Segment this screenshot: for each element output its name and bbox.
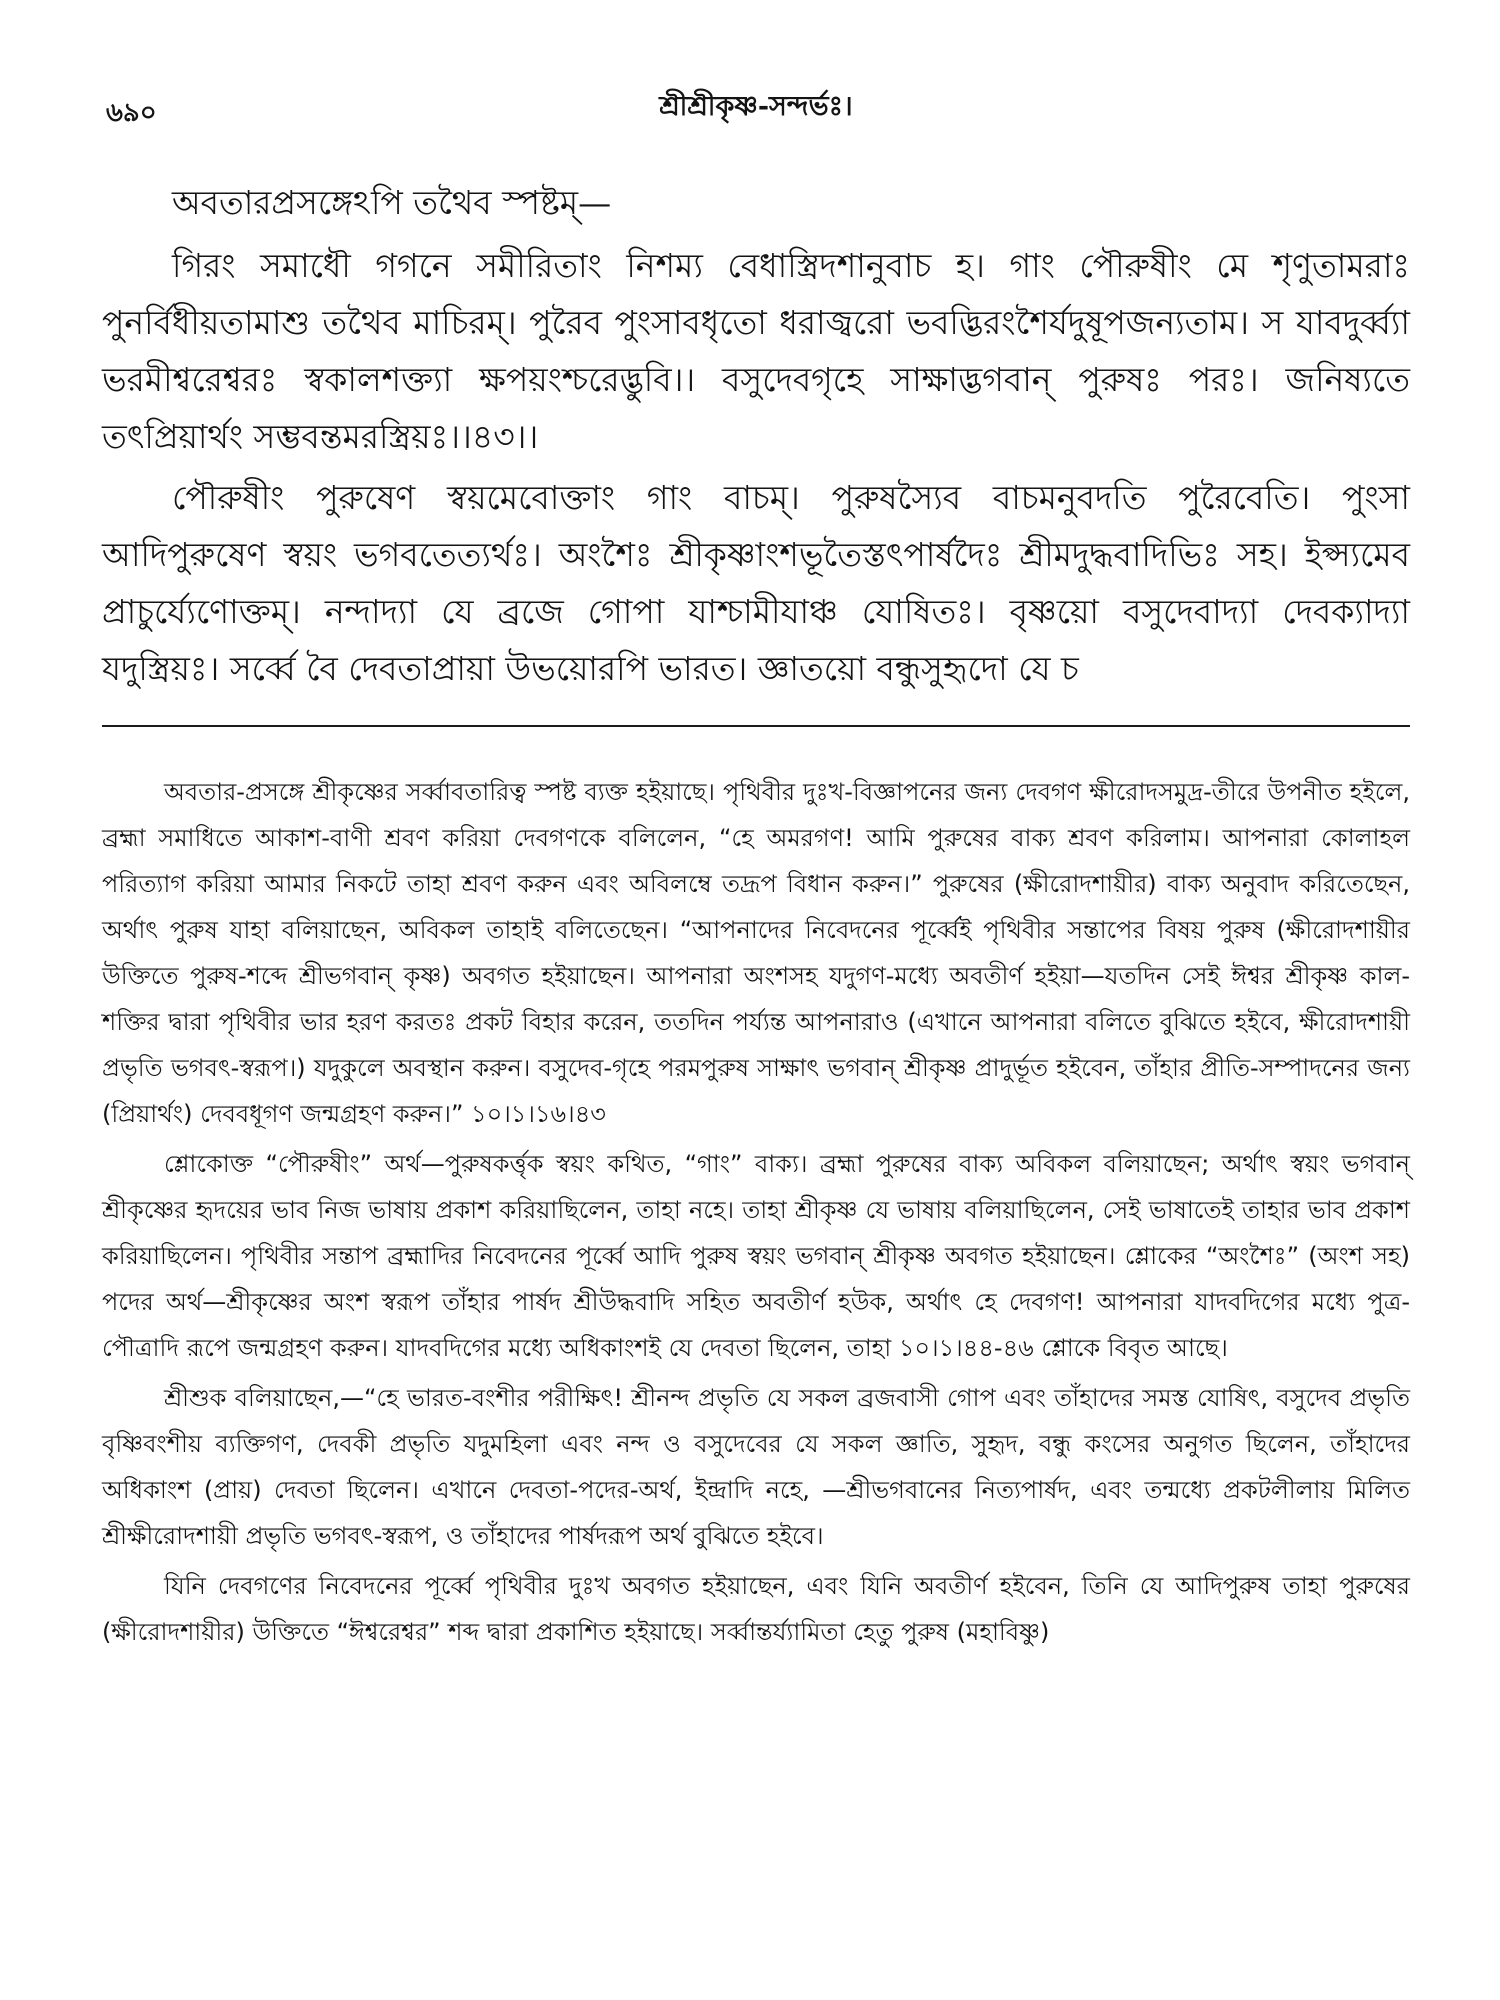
section-divider	[102, 725, 1410, 727]
page-header	[102, 82, 1410, 142]
sanskrit-verse: গিরং সমাধৌ গগনে সমীরিতাং নিশম্য বেধাস্ত্রিদশানুবাচ হ। গাং পৌরুষীং মে শৃণুতামরাঃ পুনর্বিধীয়তামাশু তথৈব মাচিরম্। পুরৈব পুংসাবধৃতো ধরাজ্বরো ভবদ্ভিরংশৈর্যদুষূপজন্যতাম। স যাবদুর্ব্ব্যা ভরমীশ্বরেশ্বরঃ স্বকালশক্ত্যা ক্ষপয়ংশ্চরেদ্ভুবি।। বসুদেবগৃহে সাক্ষাদ্ভগবান্ পুরুষঃ পরঃ। জনিষ্যতে তৎপ্রিয়ার্থং সম্ভবন্তমরস্ত্রিয়ঃ।।৪৩।।	[102, 246, 1410, 456]
sanskrit-text-block	[102, 174, 1410, 697]
translation-paragraph-1: অবতার-প্রসঙ্গে শ্রীকৃষ্ণের সর্ব্বাবতারিত্ব স্পষ্ট ব্যক্ত হইয়াছে। পৃথিবীর দুঃখ-বিজ্ঞাপনের জন্য দেবগণ ক্ষীরোদসমুদ্র-তীরে উপনীত হইলে, ব্রহ্মা সমাধিতে আকাশ-বাণী শ্রবণ করিয়া দেবগণকে বলিলেন, “হে অমরগণ! আমি পুরুষের বাক্য শ্রবণ করিলাম। আপনারা কোলাহল পরিত্যাগ করিয়া আমার নিকটে তাহা শ্রবণ করুন এবং অবিলম্বে তদ্রূপ বিধান করুন।” পুরুষের (ক্ষীরোদশায়ীর) বাক্য অনুবাদ করিতেছেন, অর্থাৎ পুরুষ যাহা বলিয়াছেন, অবিকল তাহাই বলিতেছেন। “আপনাদের নিবেদনের পূর্ব্বেই পৃথিবীর সন্তাপের বিষয় পুরুষ (ক্ষীরোদশায়ীর উক্তিতে পুরুষ-শব্দে শ্রীভগবান্ কৃষ্ণ) অবগত হইয়াছেন। আপনারা অংশসহ যদুগণ-মধ্যে অবতীর্ণ হইয়া—যতদিন সেই ঈশ্বর শ্রীকৃষ্ণ কাল-শক্তির দ্বারা পৃথিবীর ভার হরণ করতঃ প্রকট বিহার করেন, ততদিন পর্য্যন্ত আপনারাও (এখানে আপনারা বলিতে বুঝিতে হইবে, ক্ষীরোদশায়ী প্রভৃতি ভগবৎ-স্বরূপ।) যদুকুলে অবস্থান করুন। বসুদেব-গৃহে পরমপুরুষ সাক্ষাৎ ভগবান্ শ্রীকৃষ্ণ প্রাদুর্ভূত হইবেন, তাঁহার প্রীতি-সম্পাদনের জন্য (প্রিয়ার্থং) দেববধূগণ জন্মগ্রহণ করুন।” ১০।১।১৬।৪৩	[102, 778, 1410, 1128]
sanskrit-intro-line: অবতারপ্রসঙ্গেঽপি তথৈব স্পষ্টম্—	[172, 183, 612, 222]
translation-paragraph-4: যিনি দেবগণের নিবেদনের পূর্ব্বে পৃথিবীর দুঃখ অবগত হইয়াছেন, এবং যিনি অবতীর্ণ হইবেন, তিনি যে আদিপুরুষ তাহা পুরুষের (ক্ষীরোদশায়ীর) উক্তিতে “ঈশ্বরেশ্বর” শব্দ দ্বারা প্রকাশিত হইয়াছে। সর্ব্বান্তর্য্যামিতা হেতু পুরুষ (মহাবিষ্ণু)	[102, 1572, 1410, 1646]
translation-paragraph-3: শ্রীশুক বলিয়াছেন,—“হে ভারত-বংশীর পরীক্ষিৎ! শ্রীনন্দ প্রভৃতি যে সকল ব্রজবাসী গোপ এবং তাঁহাদের সমস্ত যোষিৎ, বসুদেব প্রভৃতি বৃষ্ণিবংশীয় ব্যক্তিগণ, দেবকী প্রভৃতি যদুমহিলা এবং নন্দ ও বসুদেবের যে সকল জ্ঞাতি, সুহৃদ, বন্ধু কংসের অনুগত ছিলেন, তাঁহাদের অধিকাংশ (প্রায়) দেবতা ছিলেন। এখানে দেবতা-পদের-অর্থ, ইন্দ্রাদি নহে, —শ্রীভগবানের নিত্যপার্ষদ, এবং তন্মধ্যে প্রকটলীলায় মিলিত শ্রীক্ষীরোদশায়ী প্রভৃতি ভগবৎ-স্বরূপ, ও তাঁহাদের পার্ষদরূপ অর্থ বুঝিতে হইবে।	[102, 1384, 1410, 1550]
sanskrit-commentary: পৌরুষীং পুরুষেণ স্বয়মেবোক্তাং গাং বাচম্। পুরুষস্যৈব বাচমনুবদতি পুরৈবেতি। পুংসা আদিপুরুষেণ স্বয়ং ভগবতেত্যর্থঃ। অংশৈঃ শ্রীকৃষ্ণাংশভূতৈস্তৎপার্ষদৈঃ শ্রীমদুদ্ধবাদিভিঃ সহ। ইপ্স্যমেব প্রাচুর্য্যেণোক্তম্। নন্দাদ্যা যে ব্রজে গোপা যাশ্চামীযাঞ্চ যোষিতঃ। বৃষ্ণয়ো বসুদেবাদ্যা দেবক্যাদ্যা যদুস্ত্রিয়ঃ। সর্ব্বে বৈ দেবতাপ্রায়া উভয়োরপি ভারত। জ্ঞাতয়ো বন্ধুসুহৃদো যে চ	[102, 478, 1410, 688]
page-number: ৬৯০	[106, 98, 157, 128]
translation-paragraph-2: শ্লোকোক্ত “পৌরুষীং” অর্থ—পুরুষকর্ত্তৃক স্বয়ং কথিত, “গাং” বাক্য। ব্রহ্মা পুরুষের বাক্য অবিকল বলিয়াছেন; অর্থাৎ স্বয়ং ভগবান্ শ্রীকৃষ্ণের হৃদয়ের ভাব নিজ ভাষায় প্রকাশ করিয়াছিলেন, তাহা নহে। তাহা শ্রীকৃষ্ণ যে ভাষায় বলিয়াছিলেন, সেই ভাষাতেই তাহার ভাব প্রকাশ করিয়াছিলেন। পৃথিবীর সন্তাপ ব্রহ্মাদির নিবেদনের পূর্ব্বে আদি পুরুষ স্বয়ং ভগবান্ শ্রীকৃষ্ণ অবগত হইয়াছেন। শ্লোকের “অংশৈঃ” (অংশ সহ) পদের অর্থ—শ্রীকৃষ্ণের অংশ স্বরূপ তাঁহার পার্ষদ শ্রীউদ্ধবাদি সহিত অবতীর্ণ হউক, অর্থাৎ হে দেবগণ! আপনারা যাদবদিগের মধ্যে পুত্র-পৌত্রাদি রূপে জন্মগ্রহণ করুন। যাদবদিগের মধ্যে অধিকাংশই যে দেবতা ছিলেন, তাহা ১০।১।৪৪-৪৬ শ্লোকে বিবৃত আছে।	[102, 1150, 1410, 1362]
bengali-translation-block	[102, 769, 1410, 1655]
running-title: শ্রীশ্রীকৃষ্ণ-সন্দর্ভঃ।	[659, 91, 853, 122]
